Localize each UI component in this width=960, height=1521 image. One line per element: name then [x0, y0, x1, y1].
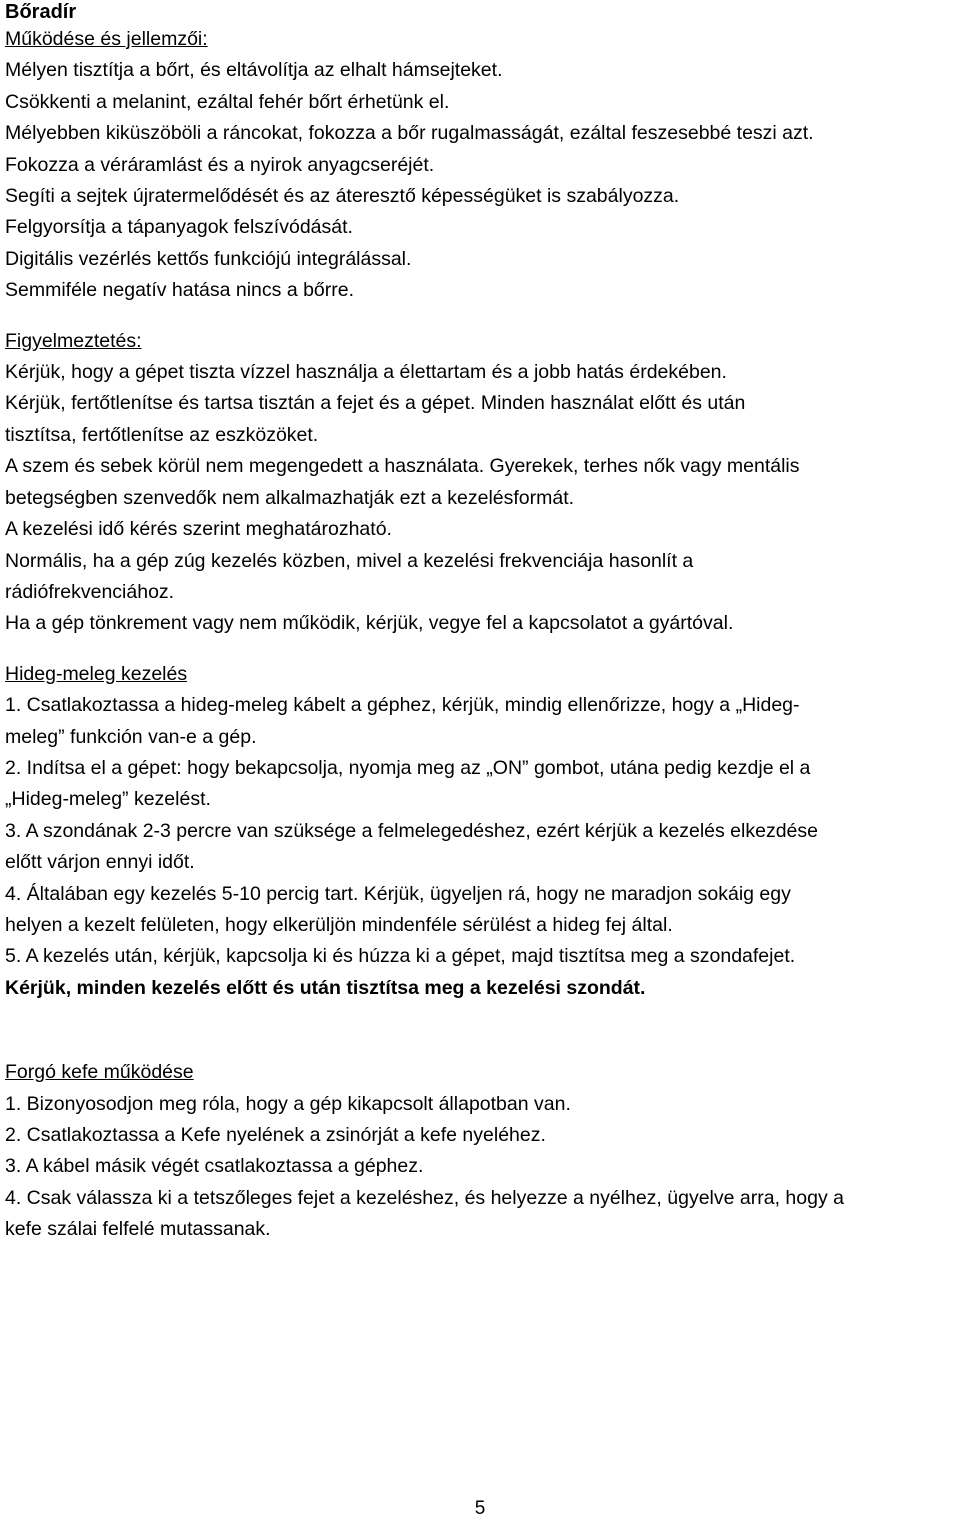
hotcold-line: 4. Általában egy kezelés 5-10 percig tart. Kérjük, ügyeljen rá, hogy ne maradjon sokáig egy — [5, 882, 791, 905]
document-page — [5, 0, 957, 1246]
feature-item: Segíti a sejtek újratermelődését és az áteresztő képességüket is szabályozza. — [5, 185, 680, 208]
hotcold-line: 2. Indítsa el a gépet: hogy bekapcsolja, nyomja meg az „ON” gombot, utána pedig kezdje el a — [5, 756, 811, 779]
brush-line: 3. A kábel másik végét csatlakoztassa a géphez. — [5, 1155, 424, 1178]
hotcold-line: 3. A szondának 2-3 percre van szüksége a felmelegedéshez, ezért kérjük a kezelés elkezdése — [5, 819, 818, 842]
hotcold-bold-note: Kérjük, minden kezelés előtt és után tisztítsa meg a kezelési szondát. — [5, 976, 646, 999]
warning-line: A szem és sebek körül nem megengedett a használata. Gyerekek, terhes nők vagy mentális — [5, 455, 800, 478]
hotcold-line: 1. Csatlakoztassa a hideg-meleg kábelt a géphez, kérjük, mindig ellenőrizze, hogy a „Hideg- — [5, 694, 800, 717]
warning-heading: Figyelmeztetés: — [5, 329, 142, 352]
feature-item: Semmiféle negatív hatása nincs a bőrre. — [5, 279, 355, 302]
feature-item: Fokozza a véráramlást és a nyirok anyagcseréjét. — [5, 153, 435, 176]
hotcold-line: 5. A kezelés után, kérjük, kapcsolja ki és húzza ki a gépet, majd tisztítsa meg a szondafejet. — [5, 945, 796, 968]
feature-item: Mélyen tisztítja a bőrt, és eltávolítja az elhalt hámsejteket. — [5, 59, 503, 82]
hotcold-line: helyen a kezelt felületen, hogy elkerüljön mindenféle sérülést a hideg fej által. — [5, 913, 673, 936]
page-number: 5 — [474, 1498, 486, 1519]
warning-line: Kérjük, hogy a gépet tiszta vízzel használja a élettartam és a jobb hatás érdekében. — [5, 361, 727, 384]
warning-line: tisztítsa, fertőtlenítse az eszközöket. — [5, 423, 319, 446]
document-title: Bőradír — [5, 1, 77, 23]
warning-line: Ha a gép tönkrement vagy nem működik, kérjük, vegye fel a kapcsolatot a gyártóval. — [5, 612, 734, 635]
hotcold-line: előtt várjon ennyi időt. — [5, 851, 195, 874]
features-heading: Működése és jellemzői: — [5, 28, 208, 50]
feature-item: Digitális vezérlés kettős funkciójú integrálással. — [5, 247, 412, 270]
brush-heading: Forgó kefe működése — [5, 1061, 194, 1084]
warning-line: rádiófrekvenciához. — [5, 580, 175, 603]
warning-line: betegségben szenvedők nem alkalmazhatják ezt a kezelésformát. — [5, 486, 575, 509]
brush-line: 1. Bizonyosodjon meg róla, hogy a gép kikapcsolt állapotban van. — [5, 1092, 571, 1115]
warning-line: A kezelési idő kérés szerint meghatározható. — [5, 518, 392, 541]
warning-line: Normális, ha a gép zúg kezelés közben, mivel a kezelési frekvenciája hasonlít a — [5, 549, 694, 572]
warning-line: Kérjük, fertőtlenítse és tartsa tisztán a fejet és a gépet. Minden használat előtt és után — [5, 392, 746, 415]
hotcold-line: meleg” funkción van-e a gép. — [5, 725, 257, 748]
hotcold-line: „Hideg-meleg” kezelést. — [5, 788, 211, 811]
hotcold-heading: Hideg-meleg kezelés — [5, 662, 188, 685]
brush-line: kefe szálai felfelé mutassanak. — [5, 1218, 271, 1241]
brush-line: 4. Csak válassza ki a tetszőleges fejet a kezeléshez, és helyezze a nyélhez, ügyelve arra, hogy a — [5, 1186, 844, 1209]
feature-item: Mélyebben kiküszöböli a ráncokat, fokozza a bőr rugalmasságát, ezáltal feszesebbé teszi azt. — [5, 122, 814, 145]
brush-line: 2. Csatlakoztassa a Kefe nyelének a zsinórját a kefe nyeléhez. — [5, 1124, 546, 1146]
feature-item: Felgyorsítja a tápanyagok felszívódását. — [5, 216, 353, 239]
feature-item: Csökkenti a melanint, ezáltal fehér bőrt érhetünk el. — [5, 90, 450, 113]
